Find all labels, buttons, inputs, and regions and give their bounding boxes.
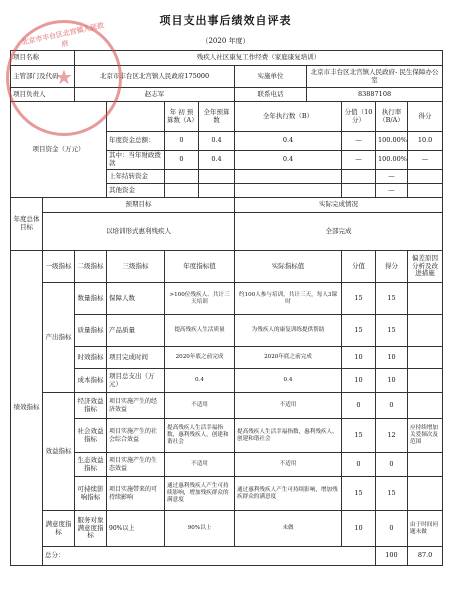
indicator-score: 0 xyxy=(342,393,376,419)
indicator-points: 15 xyxy=(376,477,408,511)
table-row xyxy=(11,315,443,347)
indicator-actual: 不适用 xyxy=(235,393,342,419)
indicator-target: 不适用 xyxy=(165,393,235,419)
funds-row-full xyxy=(199,184,235,198)
table-row xyxy=(11,511,443,547)
indicator-actual: 通过惠利残疾人产生可持续影响，增加残疾群众的满意度 xyxy=(235,477,342,511)
indicator-actual: 不适用 xyxy=(235,453,342,477)
seal-text: 北京市丰台区北宫镇人民政府 xyxy=(20,20,105,49)
total-points: 87.0 xyxy=(408,547,443,566)
perf-header-points: 得分 xyxy=(376,251,408,283)
table-row xyxy=(11,369,443,393)
row-project-name xyxy=(11,51,443,66)
indicator-target: 提高残疾人生活质量 xyxy=(165,315,235,347)
row-department xyxy=(11,66,443,88)
seal-star-icon: ★ xyxy=(55,65,73,89)
perf-header-l2: 二级指标 xyxy=(75,251,107,283)
project-name-value: 残疾人社区康复工作经费（家庭康复培训） xyxy=(75,51,443,66)
funds-label: 项目资金（万元） xyxy=(11,102,107,198)
funds-row-score xyxy=(342,170,376,184)
funds-row-name: 其中：当年财政拨款 xyxy=(107,151,165,170)
indicator-l3: 项目实施产生的生态效益 xyxy=(107,453,165,477)
goal-expected: 以培训形式惠利残疾人 xyxy=(43,213,235,251)
funds-header-rate: 执行率（B/A） xyxy=(376,102,408,132)
indicator-l2: 生态效益指标 xyxy=(75,453,107,477)
document-year: （2020 年度） xyxy=(201,37,250,45)
indicator-l2: 数量指标 xyxy=(75,283,107,315)
row-funds-header xyxy=(11,102,443,132)
funds-row-exec xyxy=(235,184,342,198)
row-total xyxy=(11,547,443,566)
funds-row-initial: 0 xyxy=(165,132,199,151)
funds-row-full: 0.4 xyxy=(199,151,235,170)
funds-row-score: — xyxy=(342,132,376,151)
indicator-actual: 2020年底之前完成 xyxy=(235,347,342,369)
funds-row-rate: — xyxy=(376,170,408,184)
funds-row-exec: 0.4 xyxy=(235,132,342,151)
indicator-l3: 项目实施产生的经济效益 xyxy=(107,393,165,419)
indicator-target: 提高残疾人生活幸福指数，惠利残疾人，创建和谐社会 xyxy=(165,419,235,453)
table-row xyxy=(11,419,443,453)
indicator-target: 通过惠利残疾人产生可持续影响，增加残疾群众的满意度 xyxy=(165,477,235,511)
evaluation-table xyxy=(10,50,443,566)
indicator-l2: 质量指标 xyxy=(75,315,107,347)
total-score: 100 xyxy=(376,547,408,566)
indicator-l3: 项目总支出（万元） xyxy=(107,369,165,393)
funds-header-full: 全年预算数 xyxy=(199,102,235,132)
indicator-l2: 服务对象满意度指标 xyxy=(75,511,107,547)
funds-row-initial xyxy=(165,170,199,184)
indicator-score: 15 xyxy=(342,315,376,347)
goal-label: 年度总体目标 xyxy=(11,198,43,251)
indicator-l3: 90%以上 xyxy=(107,511,165,547)
funds-row-rate: 100.00% xyxy=(376,151,408,170)
indicator-l3: 产品质量 xyxy=(107,315,165,347)
indicator-l3: 项目完成时间 xyxy=(107,347,165,369)
perf-header-reason: 偏差原因分析及改进措施 xyxy=(408,251,443,283)
indicator-score: 15 xyxy=(342,419,376,453)
funds-header-score: 分值（10分） xyxy=(342,102,376,132)
row-goal-header xyxy=(11,198,443,213)
unit-label: 实施单位 xyxy=(235,66,307,88)
indicator-reason xyxy=(408,315,443,347)
funds-row-exec xyxy=(235,170,342,184)
perf-header-l3: 三级指标 xyxy=(107,251,165,283)
funds-row-name: 上年结转资金 xyxy=(107,170,165,184)
effect-label: 效益指标 xyxy=(43,393,75,511)
indicator-l2: 经济效益指标 xyxy=(75,393,107,419)
indicator-actual: 为残疾人的康复训练提供帮助 xyxy=(235,315,342,347)
indicator-target: 90%以上 xyxy=(165,511,235,547)
perf-header-actual: 实际指标值 xyxy=(235,251,342,283)
indicator-target: 0.4 xyxy=(165,369,235,393)
table-row xyxy=(11,283,443,315)
funds-row-initial xyxy=(165,184,199,198)
indicator-actual: 约100人参与培训，共计三天，每人3课时 xyxy=(235,283,342,315)
funds-row-name: 年度资金总额： xyxy=(107,132,165,151)
funds-row-points xyxy=(408,184,443,198)
project-name-label: 项目名称 xyxy=(11,51,75,66)
funds-row-points: — xyxy=(408,151,443,170)
goal-actual: 全部完成 xyxy=(235,213,443,251)
phone-label: 联系电话 xyxy=(235,88,307,102)
indicator-reason xyxy=(408,369,443,393)
indicator-points: 10 xyxy=(376,347,408,369)
funds-row-score xyxy=(342,184,376,198)
indicator-score: 0 xyxy=(342,453,376,477)
indicator-actual: 提高残疾人生活幸福指数，惠利残疾人，创建和谐社会 xyxy=(235,419,342,453)
indicator-reason xyxy=(408,347,443,369)
funds-header-initial: 年 初 预算数（A） xyxy=(165,102,199,132)
indicator-reason xyxy=(408,283,443,315)
indicator-points: 15 xyxy=(376,283,408,315)
total-label: 总分： xyxy=(43,547,376,566)
indicator-points: 0 xyxy=(376,511,408,547)
manager-value: 赵志军 xyxy=(75,88,235,102)
indicator-l2: 时效指标 xyxy=(75,347,107,369)
funds-row-points: 10.0 xyxy=(408,132,443,151)
indicator-points: 12 xyxy=(376,419,408,453)
goal-expected-header: 预期目标 xyxy=(43,198,235,213)
indicator-reason xyxy=(408,393,443,419)
indicator-l2: 成本指标 xyxy=(75,369,107,393)
indicator-reason: 由于时间问题未做 xyxy=(408,511,443,547)
indicator-target: 不适用 xyxy=(165,453,235,477)
funds-row-score: — xyxy=(342,151,376,170)
funds-row-exec: 0.4 xyxy=(235,151,342,170)
funds-row-initial: 0 xyxy=(165,151,199,170)
funds-row-rate: 100.00% xyxy=(376,132,408,151)
output-label: 产出指标 xyxy=(43,283,75,393)
table-row xyxy=(11,453,443,477)
funds-header-blank xyxy=(107,102,165,132)
perf-header-target: 年度指标值 xyxy=(165,251,235,283)
indicator-actual: 未做 xyxy=(235,511,342,547)
dept-value: 北京市丰台区北宫镇人民政府175000 xyxy=(75,66,235,88)
dept-label: 主管部门及代码 xyxy=(11,66,75,88)
unit-value: 北京市丰台区北宫镇人民政府- 民生保障办公室 xyxy=(307,66,443,88)
indicator-reason xyxy=(408,453,443,477)
row-goal-content xyxy=(11,213,443,251)
indicator-points: 15 xyxy=(376,315,408,347)
indicator-score: 10 xyxy=(342,347,376,369)
indicator-target: 2020年底之前完成 xyxy=(165,347,235,369)
perf-section-label: 绩效指标 xyxy=(11,251,43,566)
phone-value: 83887108 xyxy=(307,88,443,102)
document-title: 项目支出事后绩效自评表 xyxy=(159,14,292,27)
row-perf-header xyxy=(11,251,443,283)
indicator-points: 0 xyxy=(376,453,408,477)
indicator-score: 15 xyxy=(342,283,376,315)
table-row xyxy=(11,347,443,369)
indicator-actual: 0.4 xyxy=(235,369,342,393)
indicator-score: 10 xyxy=(342,511,376,547)
indicator-score: 10 xyxy=(342,369,376,393)
indicator-l2: 社会效益指标 xyxy=(75,419,107,453)
indicator-reason xyxy=(408,477,443,511)
indicator-points: 0 xyxy=(376,393,408,419)
indicator-l3: 项目实施带来的可持续影响 xyxy=(107,477,165,511)
indicator-l2: 可持续影响指标 xyxy=(75,477,107,511)
funds-row-points xyxy=(408,170,443,184)
funds-row-full xyxy=(199,170,235,184)
row-manager xyxy=(11,88,443,102)
satisfaction-label: 满意度指标 xyxy=(43,511,75,547)
perf-header-l1: 一级指标 xyxy=(43,251,75,283)
table-row xyxy=(11,477,443,511)
funds-header-points: 得分 xyxy=(408,102,443,132)
funds-row-full: 0.4 xyxy=(199,132,235,151)
indicator-score: 15 xyxy=(342,477,376,511)
indicator-points: 10 xyxy=(376,369,408,393)
funds-header-exec: 全年执行数（B） xyxy=(235,102,342,132)
perf-header-score: 分值 xyxy=(342,251,376,283)
indicator-l3: 保障人数 xyxy=(107,283,165,315)
manager-label: 项目负责人 xyxy=(11,88,75,102)
indicator-l3: 项目实施产生的社会综合效益 xyxy=(107,419,165,453)
funds-row-name: 其他资金 xyxy=(107,184,165,198)
table-row xyxy=(11,393,443,419)
goal-actual-header: 实际完成情况 xyxy=(235,198,443,213)
funds-row-rate: — xyxy=(376,184,408,198)
indicator-target: >100位残疾人、共计三天培训 xyxy=(165,283,235,315)
indicator-reason: 应持续增加关爱频次及范围 xyxy=(408,419,443,453)
